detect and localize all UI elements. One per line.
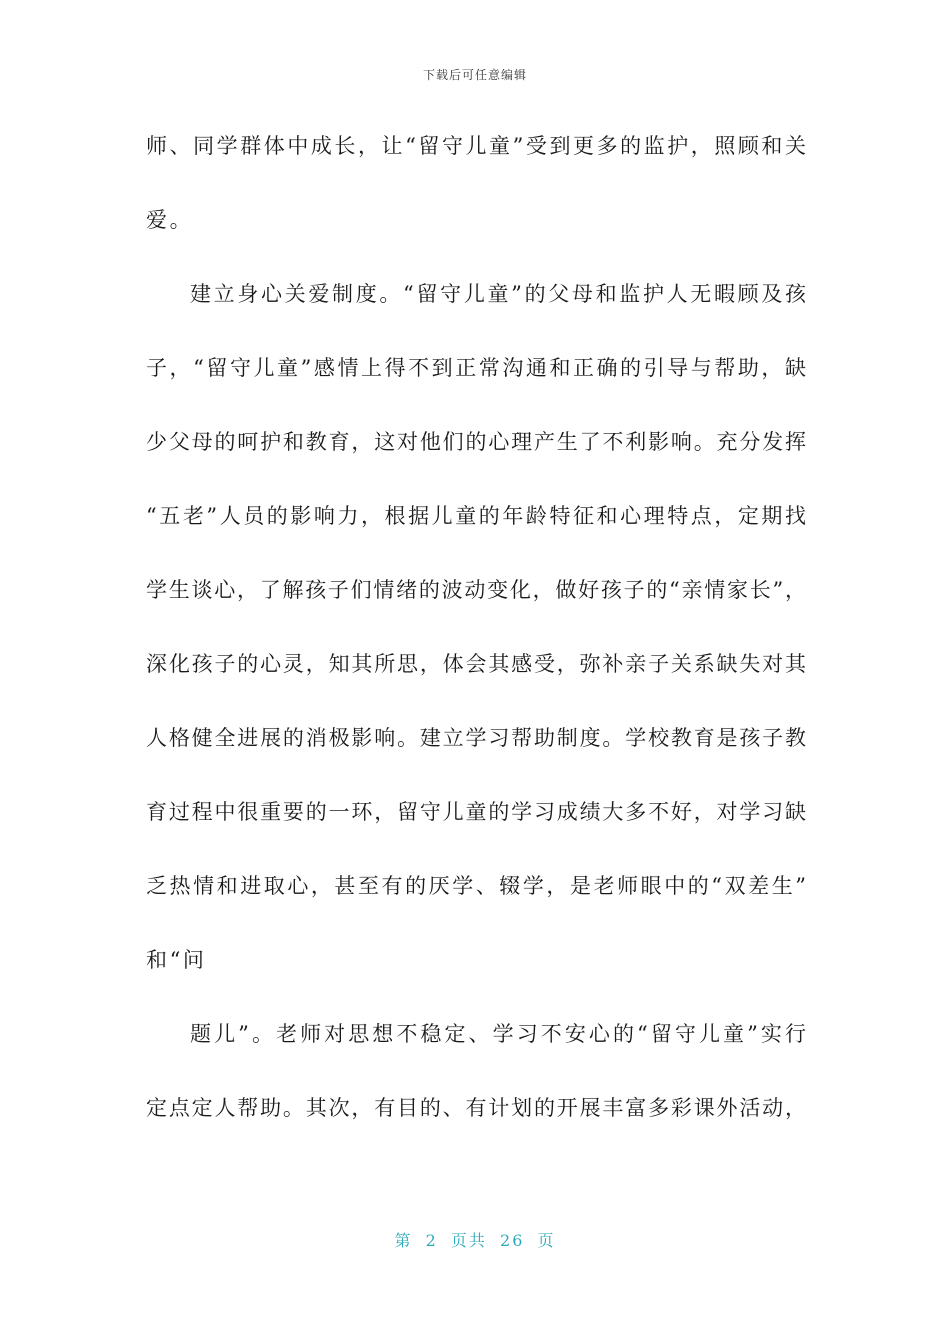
paragraph-line: 学生谈心，了解孩子们情绪的波动变化，做好孩子的“亲情家长”， [146,578,806,602]
footer-current-page: 2 [425,1231,438,1250]
paragraph-line: 少父母的呵护和教育，这对他们的心理产生了不利影响。充分发挥 [146,430,806,454]
footer-total-pages: 26 [500,1231,525,1250]
paragraph-line: 深化孩子的心灵，知其所思，体会其感受，弥补亲子关系缺失对其 [146,652,806,676]
paragraph-line: 和“问 [146,948,207,972]
page-header: 下载后可任意编辑 [422,68,527,82]
paragraph-line: 建立身心关爱制度。“留守儿童”的父母和监护人无暇顾及孩 [190,282,806,306]
page-footer [0,1228,950,1251]
paragraph-line: 定点定人帮助。其次，有目的、有计划的开展丰富多彩课外活动， [146,1096,806,1120]
paragraph-line: 题儿”。老师对思想不稳定、学习不安心的“留守儿童”实行 [190,1022,806,1046]
paragraph-line: 师、同学群体中成长，让“留守儿童”受到更多的监护，照顾和关 [146,134,806,158]
paragraph-line: 乏热情和进取心，甚至有的厌学、辍学，是老师眼中的“双差生” [146,874,806,898]
paragraph-line: 育过程中很重要的一环，留守儿童的学习成绩大多不好，对学习缺 [146,800,806,824]
paragraph-line: 人格健全进展的消极影响。建立学习帮助制度。学校教育是孩子教 [146,726,806,750]
paragraph-line: “五老”人员的影响力，根据儿童的年龄特征和心理特点，定期找 [146,504,806,528]
footer-prefix: 第 [394,1231,413,1250]
paragraph-line: 爱。 [146,208,194,232]
document-body [146,128,806,1164]
footer-middle: 页共 [450,1231,487,1250]
paragraph-line: 子，“留守儿童”感情上得不到正常沟通和正确的引导与帮助，缺 [146,356,806,380]
footer-suffix: 页 [537,1231,556,1250]
